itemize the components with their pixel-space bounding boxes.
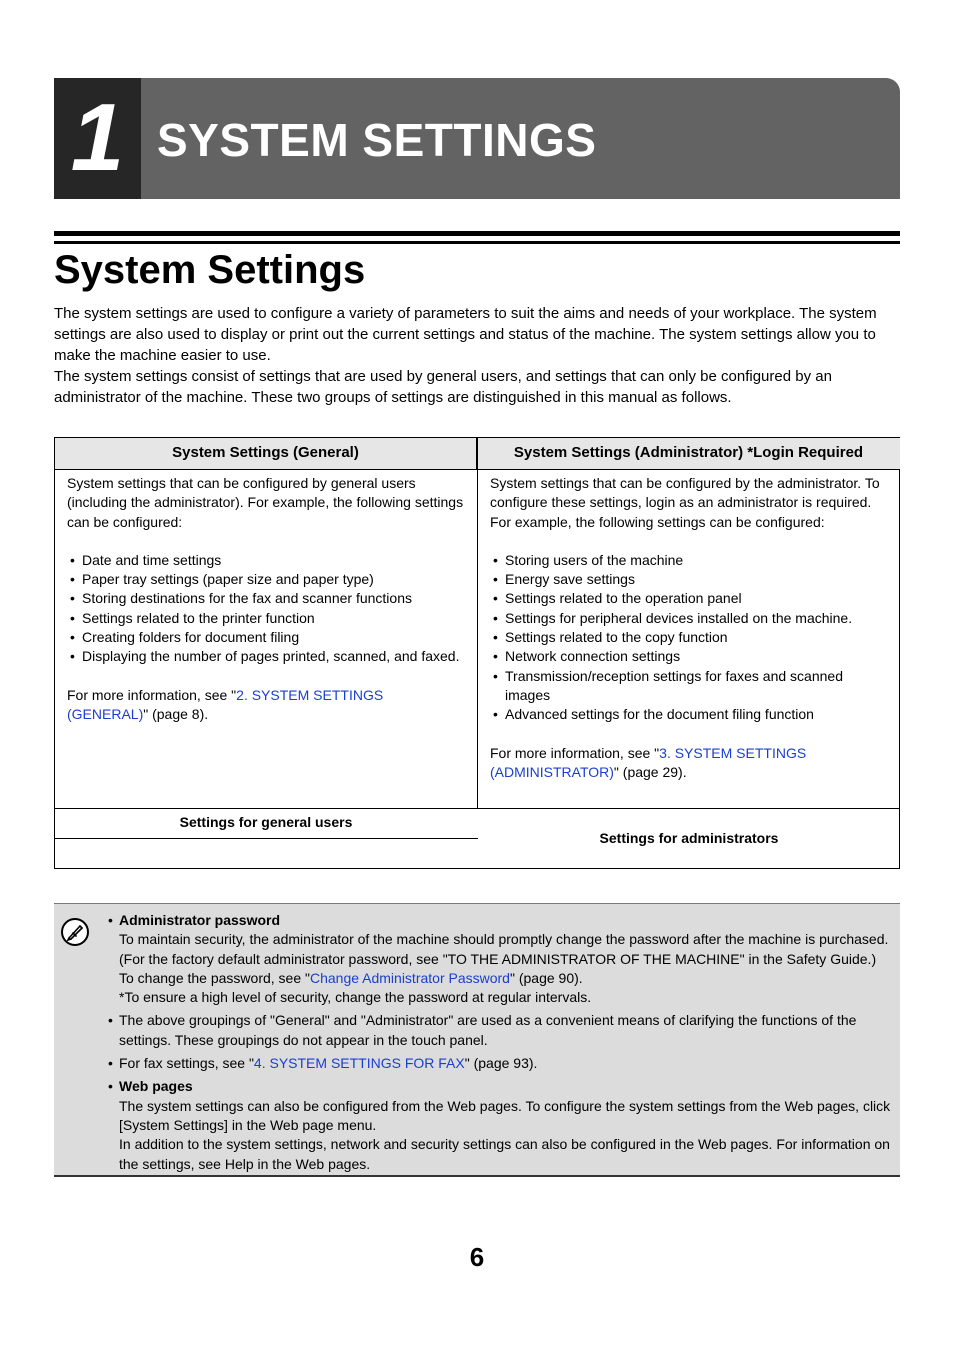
row-divider <box>55 838 478 839</box>
intro-text <box>54 303 900 408</box>
list-item: • Transmission/reception settings for faxes and scanned images <box>490 667 890 706</box>
note-body <box>108 911 894 1178</box>
intro-paragraph-2: The system settings consist of settings that are used by general users, and settings that can only be configured by an administrator of the machine. These two groups of settings are distinguished in this manual as follows. <box>54 368 832 406</box>
chapter-number: 1 <box>70 84 125 191</box>
chapter-number-box <box>54 78 141 199</box>
note-groupings <box>108 1011 894 1050</box>
note-box <box>54 903 900 1177</box>
general-users-label: Settings for general users <box>179 814 353 830</box>
column-divider <box>477 438 478 809</box>
general-settings-link[interactable]: 2. SYSTEM SETTINGS (GENERAL) <box>67 686 384 722</box>
list-item: • Displaying the number of pages printed, scanned, and faxed. <box>67 647 467 666</box>
administrators-label: Settings for administrators <box>599 830 779 846</box>
note-admin-password <box>108 911 894 1007</box>
admin-more-info <box>490 744 890 783</box>
list-item: • Date and time settings <box>67 551 467 570</box>
admin-settings-desc: System settings that can be configured by the administrator. To configure these settings, login as an administrator is required. For example, the following settings can be configured: <box>490 475 880 530</box>
list-item: • Advanced settings for the document filing function <box>490 705 890 724</box>
note-web-pages <box>108 1077 894 1173</box>
list-item: • Paper tray settings (paper size and paper type) <box>67 570 467 589</box>
intro-paragraph-1: The system settings are used to configure a variety of parameters to suit the aims and needs of your workplace. The system settings are also used to display or print out the current settings and status of the machine. The system settings allow you to make the machine easier to use. <box>54 305 877 364</box>
pencil-note-icon <box>60 917 90 947</box>
general-more-info <box>67 686 467 725</box>
admin-more-suffix: " (page 29). <box>613 763 687 780</box>
settings-table <box>54 437 900 869</box>
page-number: 6 <box>469 1242 485 1272</box>
list-item: • Energy save settings <box>490 570 890 589</box>
change-admin-password-link[interactable]: Change Administrator Password <box>309 969 510 986</box>
note-fax <box>108 1054 894 1073</box>
list-item: • Network connection settings <box>490 647 890 666</box>
admin-settings-cell <box>490 474 890 782</box>
note-admin-extra: *To ensure a high level of security, change the password at regular intervals. <box>119 989 592 1006</box>
note-fax-suffix: " (page 93). <box>464 1055 538 1072</box>
list-item: • Storing users of the machine <box>490 551 890 570</box>
note-groupings-text: • The above groupings of "General" and "Administrator" are used as a convenient means of clarifying the functions of the settings. These groupings do not appear in the touch panel. <box>119 1012 857 1048</box>
fax-settings-link[interactable]: 4. SYSTEM SETTINGS FOR FAX <box>253 1055 465 1072</box>
section-title: System Settings <box>54 248 366 292</box>
list-item: • Settings related to the printer function <box>67 609 467 628</box>
admin-more-prefix: For more information, see " <box>490 744 660 761</box>
general-settings-desc: System settings that can be configured by general users (including the administrator). For example, the following settings can be configured: <box>67 475 464 530</box>
general-more-prefix: For more information, see " <box>67 686 237 703</box>
note-admin-suffix: " (page 90). <box>509 969 583 986</box>
note-web-title: Web pages <box>119 1078 193 1095</box>
admin-settings-header: System Settings (Administrator) *Login Required <box>477 438 900 470</box>
list-item: • Creating folders for document filing <box>67 628 467 647</box>
note-admin-text: To maintain security, the administrator of the machine should promptly change the password after the machine is purchased. (For the factory default administrator password, see "TO THE ADMINISTRATOR OF THE MACHINE" in the Safety Guide.) To change the password, see " <box>119 931 889 986</box>
general-settings-cell <box>67 474 467 724</box>
note-admin-title: Administrator password <box>119 912 281 928</box>
general-settings-header: System Settings (General) <box>55 438 477 470</box>
note-web-p2: In addition to the system settings, network and security settings can also be configured in the Web pages. For information on the settings, see Help in the Web pages. <box>119 1136 890 1172</box>
chapter-title: SYSTEM SETTINGS <box>157 114 597 166</box>
note-web-p1: The system settings can also be configured from the Web pages. To configure the system settings from the Web pages, click [System Settings] in the Web page menu. <box>119 1097 891 1133</box>
chapter-banner <box>54 78 900 199</box>
admin-settings-list <box>490 551 890 725</box>
section-rule-thick <box>54 231 900 236</box>
note-fax-prefix: For fax settings, see " <box>119 1055 254 1072</box>
general-settings-list <box>67 551 467 667</box>
list-item: • Settings related to the operation panel <box>490 589 890 608</box>
list-item: • Settings for peripheral devices installed on the machine. <box>490 609 890 628</box>
admin-settings-link[interactable]: 3. SYSTEM SETTINGS (ADMINISTRATOR) <box>490 744 807 780</box>
general-more-suffix: " (page 8). <box>143 705 209 722</box>
section-rule-thin <box>54 241 900 244</box>
list-item: • Storing destinations for the fax and scanner functions <box>67 589 467 608</box>
list-item: • Settings related to the copy function <box>490 628 890 647</box>
